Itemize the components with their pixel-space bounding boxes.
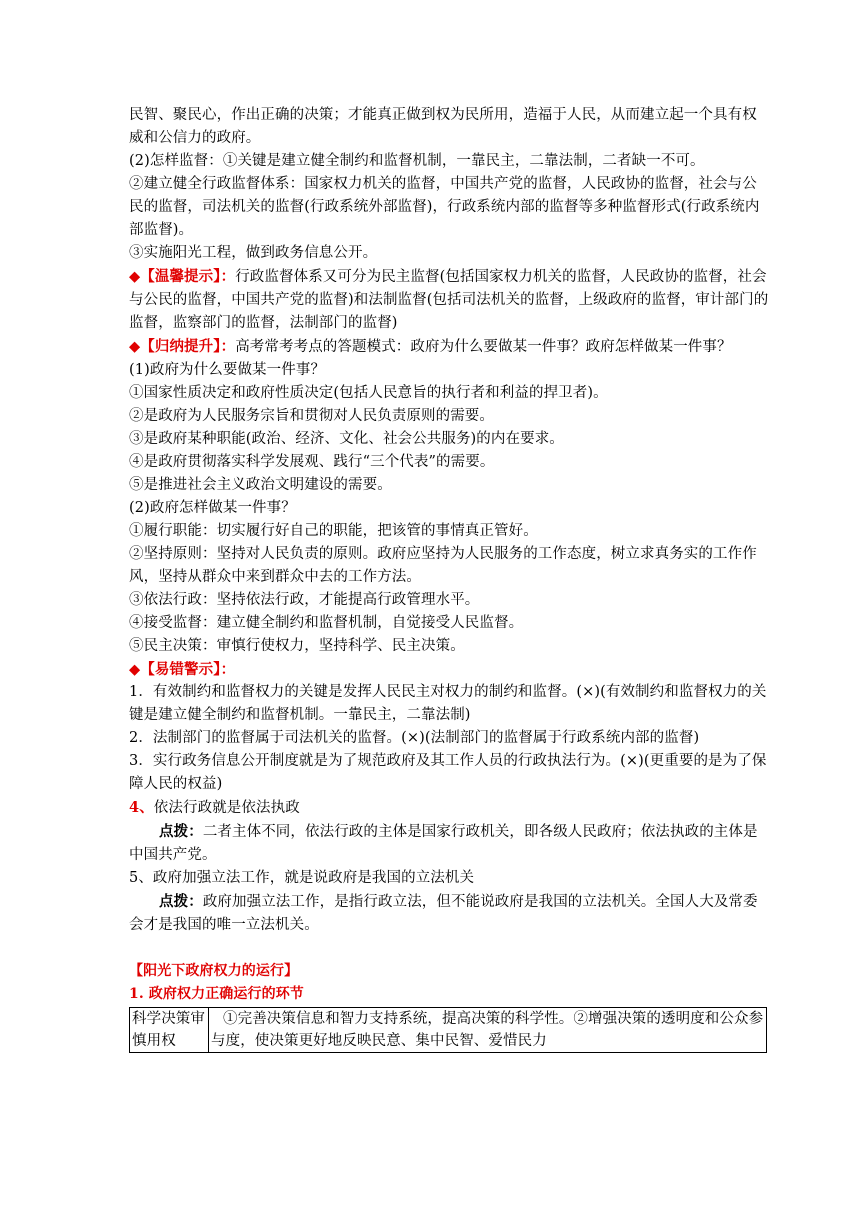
why-item: ②是政府为人民服务宗旨和贯彻对人民负责原则的需要。 <box>129 408 494 424</box>
why-item: ⑤是推进社会主义政治文明建设的需要。 <box>129 477 392 493</box>
table-row-text: ①完善决策信息和智力支持系统，提高决策的科学性。②增强决策的透明度和公众参与度，使决策更好地反映民意、集中民智、爱惜民力 <box>209 1008 767 1053</box>
summary-label: ◆【归纳提升】： <box>129 338 236 355</box>
table-row <box>130 1008 767 1053</box>
warning-item: 1．有效制约和监督权力的关键是发挥人民民主对权力的制约和监督。(×)(有效制约和监督权力的关键是建立健全制约和监督机制。一靠民主，二靠法制) <box>129 684 767 723</box>
warning-label: ◆【易错警示】： <box>129 661 236 678</box>
paragraph: (2)怎样监督：①关键是建立健全制约和监督机制，一靠民主，二靠法制，二者缺一不可。 <box>129 153 705 169</box>
section-subtitle: 1. 政府权力正确运行的环节 <box>129 986 304 1002</box>
note-label: 点拨： <box>159 823 203 840</box>
why-item: ①国家性质决定和政府性质决定(包括人民意旨的执行者和利益的捍卫者)。 <box>129 385 608 401</box>
how-item: ③依法行政：坚持依法行政，才能提高行政管理水平。 <box>129 592 480 608</box>
note-paragraph <box>129 820 769 867</box>
tip-text: 行政监督体系又可分为民主监督(包括国家权力机关的监督，人民政协的监督，社会与公民的监督，中国共产党的监督)和法制监督(包括司法机关的监督，上级政府的监督，审计部门的监督，监察部门的监督，法制部门的监督) <box>129 269 769 331</box>
item4-number: 4、 <box>129 799 154 816</box>
paragraph: ③实施阳光工程，做到政务信息公开。 <box>129 245 378 261</box>
warning-item-4 <box>129 796 769 820</box>
why-title: (1)政府为什么要做某一件事？ <box>129 362 326 378</box>
summary-text: 高考常考考点的答题模式：政府为什么要做某一件事？政府怎样做某一件事？ <box>235 339 732 355</box>
note-label: 点拨： <box>159 893 203 910</box>
tip-paragraph <box>129 265 769 335</box>
section-title: 【阳光下政府权力的运行】 <box>129 963 299 979</box>
summary-paragraph <box>129 335 769 359</box>
note-text: 二者主体不同，依法行政的主体是国家行政机关，即各级人民政府；依法执政的主体是中国共产党。 <box>129 824 758 863</box>
why-item: ③是政府某种职能(政治、经济、文化、社会公共服务)的内在要求。 <box>129 431 564 447</box>
how-item: ①履行职能：切实履行好自己的职能，把该管的事情真正管好。 <box>129 523 538 539</box>
warning-item-5: 5、政府加强立法工作，就是说政府是我国的立法机关 <box>129 870 475 886</box>
item4-text: 依法行政就是依法执政 <box>153 800 300 816</box>
table-row-label: 科学决策审慎用权 <box>130 1008 209 1053</box>
document-body <box>129 104 769 1053</box>
steps-table <box>129 1007 767 1053</box>
note-text: 政府加强立法工作，是指行政立法，但不能说政府是我国的立法机关。全国人大及常委会才是我国的唯一立法机关。 <box>129 894 758 933</box>
how-item: ⑤民主决策：审慎行使权力，坚持科学、民主决策。 <box>129 638 465 654</box>
paragraph: 民智、聚民心，作出正确的决策；才能真正做到权为民所用，造福于人民，从而建立起一个具有权威和公信力的政府。 <box>129 107 757 146</box>
warning-item: 2．法制部门的监督属于司法机关的监督。(×)(法制部门的监督属于行政系统内部的监督) <box>129 730 700 746</box>
how-item: ④接受监督：建立健全制约和监督机制，自觉接受人民监督。 <box>129 615 524 631</box>
paragraph: ②建立健全行政监督体系：国家权力机关的监督，中国共产党的监督，人民政协的监督，社会与公民的监督，司法机关的监督(行政系统外部监督)，行政系统内部的监督等多种监督形式(行政系统内部监督)。 <box>129 176 760 238</box>
blank-line <box>129 937 769 960</box>
note-paragraph <box>129 890 769 937</box>
tip-label: ◆【温馨提示】： <box>129 268 236 285</box>
how-title: (2)政府怎样做某一件事？ <box>129 500 296 516</box>
why-item: ④是政府贯彻落实科学发展观、践行“三个代表”的需要。 <box>129 454 495 470</box>
how-item: ②坚持原则：坚持对人民负责的原则。政府应坚持为人民服务的工作态度，树立求真务实的工作作风，坚持从群众中来到群众中去的工作方法。 <box>129 546 757 585</box>
warning-item: 3．实行政务信息公开制度就是为了规范政府及其工作人员的行政执法行为。(×)(更重要的是为了保障人民的权益) <box>129 753 767 792</box>
